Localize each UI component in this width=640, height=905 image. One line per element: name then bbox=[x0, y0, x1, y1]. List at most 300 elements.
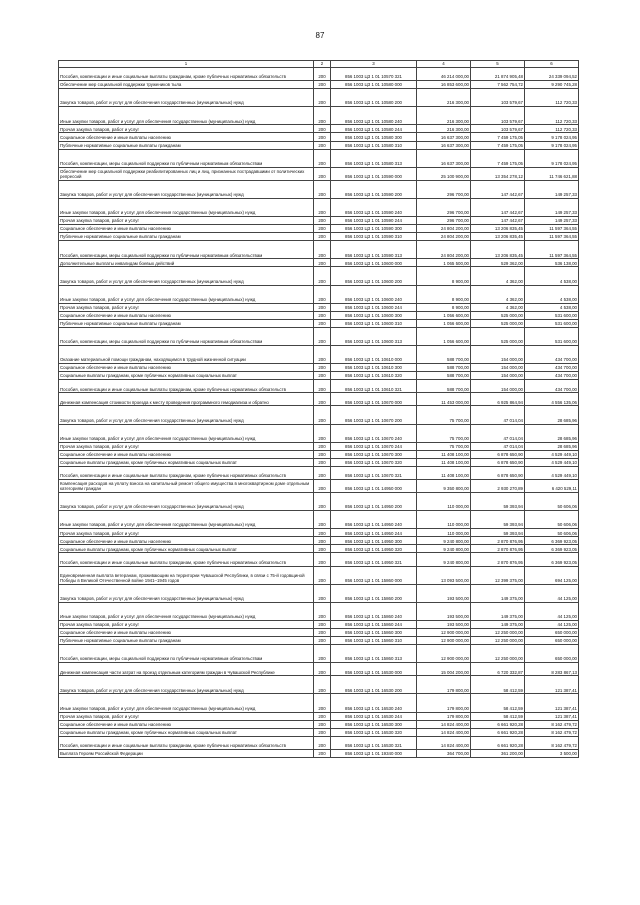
row-description: Социальное обеспечение и иные выплаты населению bbox=[59, 311, 314, 319]
row-line-code: 200 bbox=[314, 345, 331, 363]
row-line-code: 200 bbox=[314, 712, 331, 720]
row-line-code: 200 bbox=[314, 141, 331, 149]
row-amount-executed: 7 562 754,72 bbox=[471, 81, 525, 89]
row-line-code: 200 bbox=[314, 285, 331, 303]
row-amount-approved: 193 500,00 bbox=[417, 584, 471, 602]
row-amount-approved: 24 804 200,00 bbox=[417, 233, 471, 241]
row-amount-approved: 8 900,00 bbox=[417, 303, 471, 311]
row-line-code: 200 bbox=[314, 537, 331, 545]
row-classification-code: 856 1003 Ц3 1 01 10670 244 bbox=[331, 442, 417, 450]
row-description: Иные закупки товаров, работ и услуг для обеспечения государственных (муниципальных) нужд bbox=[59, 198, 314, 216]
row-description: Социальное обеспечение и иные выплаты населению bbox=[59, 537, 314, 545]
row-line-code: 200 bbox=[314, 511, 331, 529]
table-row bbox=[59, 442, 579, 450]
row-amount-approved: 14 824 400,00 bbox=[417, 736, 471, 749]
row-amount-executed: 7 459 175,05 bbox=[471, 149, 525, 167]
row-classification-code: 856 1003 Ц3 1 01 16530 320 bbox=[331, 728, 417, 736]
row-classification-code: 856 1003 Ц3 1 01 19340 000 bbox=[331, 749, 417, 757]
row-classification-code: 856 1003 Ц3 1 01 15860 000 bbox=[331, 566, 417, 584]
row-description: Закупка товаров, работ и услуг для обеспечения государственных (муниципальных) нужд bbox=[59, 89, 314, 107]
row-amount-approved: 1 056 600,00 bbox=[417, 319, 471, 327]
row-amount-executed: 13 206 835,45 bbox=[471, 225, 525, 233]
row-description: Социальное обеспечение и иные выплаты населению bbox=[59, 450, 314, 458]
row-classification-code: 856 1003 Ц3 1 01 15860 310 bbox=[331, 637, 417, 645]
row-line-code: 200 bbox=[314, 364, 331, 372]
row-line-code: 200 bbox=[314, 466, 331, 479]
row-amount-executed: 154 000,00 bbox=[471, 380, 525, 393]
row-classification-code: 856 1003 Ц3 1 01 10590 313 bbox=[331, 241, 417, 259]
row-description: Прочая закупка товаров, работ и услуг bbox=[59, 303, 314, 311]
row-amount-approved: 110 000,00 bbox=[417, 511, 471, 529]
row-amount-approved: 9 240 800,00 bbox=[417, 553, 471, 566]
row-amount-remaining: 121 387,41 bbox=[525, 676, 579, 694]
row-amount-remaining: 4 538,00 bbox=[525, 267, 579, 285]
row-amount-remaining: 28 685,96 bbox=[525, 442, 579, 450]
row-line-code: 200 bbox=[314, 479, 331, 492]
row-line-code: 200 bbox=[314, 458, 331, 466]
row-description: Прочая закупка товаров, работ и услуг bbox=[59, 125, 314, 133]
row-line-code: 200 bbox=[314, 676, 331, 694]
row-description: Иные закупки товаров, работ и услуг для обеспечения государственных (муниципальных) нужд bbox=[59, 424, 314, 442]
row-amount-approved: 179 800,00 bbox=[417, 712, 471, 720]
row-amount-executed: 4 362,00 bbox=[471, 285, 525, 303]
row-classification-code: 856 1003 Ц3 1 01 15860 244 bbox=[331, 620, 417, 628]
table-row bbox=[59, 406, 579, 424]
table-row bbox=[59, 267, 579, 285]
row-line-code: 200 bbox=[314, 107, 331, 125]
row-amount-remaining: 4 529 449,10 bbox=[525, 450, 579, 458]
row-amount-approved: 11 408 100,00 bbox=[417, 458, 471, 466]
row-line-code: 200 bbox=[314, 720, 331, 728]
column-number: 5 bbox=[471, 61, 525, 68]
row-classification-code: 856 1003 Ц3 1 01 10610 320 bbox=[331, 372, 417, 380]
row-line-code: 200 bbox=[314, 89, 331, 107]
row-amount-approved: 16 637 300,00 bbox=[417, 133, 471, 141]
row-line-code: 200 bbox=[314, 327, 331, 345]
row-amount-remaining: 4 529 449,10 bbox=[525, 458, 579, 466]
row-amount-remaining: 434 700,00 bbox=[525, 345, 579, 363]
row-description: Закупка товаров, работ и услуг для обеспечения государственных (муниципальных) нужд bbox=[59, 180, 314, 198]
row-amount-approved: 216 300,00 bbox=[417, 125, 471, 133]
row-amount-executed: 6 720 332,87 bbox=[471, 663, 525, 676]
row-amount-approved: 46 214 000,00 bbox=[417, 68, 471, 81]
row-description: Социальные выплаты гражданам, кроме публичных нормативных социальных выплат bbox=[59, 728, 314, 736]
table-row bbox=[59, 141, 579, 149]
column-number: 4 bbox=[417, 61, 471, 68]
row-description: Иные закупки товаров, работ и услуг для обеспечения государственных (муниципальных) нужд bbox=[59, 602, 314, 620]
row-amount-remaining: 24 339 094,52 bbox=[525, 68, 579, 81]
table-row bbox=[59, 198, 579, 216]
table-row bbox=[59, 537, 579, 545]
row-classification-code: 856 1003 Ц3 1 01 10580 000 bbox=[331, 81, 417, 89]
row-amount-approved: 11 408 100,00 bbox=[417, 450, 471, 458]
row-amount-executed: 13 206 835,45 bbox=[471, 241, 525, 259]
table-row bbox=[59, 319, 579, 327]
row-classification-code: 856 1003 Ц3 1 01 14950 200 bbox=[331, 493, 417, 511]
row-amount-executed: 149 375,00 bbox=[471, 584, 525, 602]
row-amount-remaining: 6 369 923,05 bbox=[525, 545, 579, 553]
row-amount-approved: 24 804 200,00 bbox=[417, 225, 471, 233]
table-row bbox=[59, 311, 579, 319]
row-classification-code: 856 1003 Ц3 1 01 14950 321 bbox=[331, 553, 417, 566]
row-classification-code: 856 1003 Ц3 1 01 10590 240 bbox=[331, 198, 417, 216]
row-classification-code: 856 1003 Ц3 1 01 14950 000 bbox=[331, 479, 417, 492]
table-row bbox=[59, 81, 579, 89]
column-number: 1 bbox=[59, 61, 314, 68]
row-amount-executed: 525 000,00 bbox=[471, 311, 525, 319]
row-line-code: 200 bbox=[314, 694, 331, 712]
table-row bbox=[59, 68, 579, 81]
row-amount-executed: 47 014,04 bbox=[471, 406, 525, 424]
row-description: Иные закупки товаров, работ и услуг для обеспечения государственных (муниципальных) нужд bbox=[59, 107, 314, 125]
row-amount-remaining: 531 600,00 bbox=[525, 319, 579, 327]
row-amount-executed: 58 412,59 bbox=[471, 712, 525, 720]
row-line-code: 200 bbox=[314, 68, 331, 81]
row-amount-executed: 2 870 876,95 bbox=[471, 553, 525, 566]
row-amount-remaining: 44 125,00 bbox=[525, 584, 579, 602]
row-amount-remaining: 531 600,00 bbox=[525, 327, 579, 345]
row-description: Социальные выплаты гражданам, кроме публичных нормативных социальных выплат bbox=[59, 372, 314, 380]
row-amount-executed: 7 459 175,05 bbox=[471, 141, 525, 149]
row-line-code: 200 bbox=[314, 545, 331, 553]
row-description: Денежная компенсация стоимости проезда к месту проведения программного гемодиализа и обратно bbox=[59, 393, 314, 406]
row-classification-code: 856 1003 Ц3 1 01 10590 000 bbox=[331, 167, 417, 180]
table-row bbox=[59, 167, 579, 180]
row-amount-remaining: 11 597 364,55 bbox=[525, 225, 579, 233]
row-line-code: 200 bbox=[314, 736, 331, 749]
row-amount-executed: 154 000,00 bbox=[471, 372, 525, 380]
row-description: Публичные нормативные социальные выплаты гражданам bbox=[59, 141, 314, 149]
table-row bbox=[59, 736, 579, 749]
row-amount-remaining: 9 178 024,95 bbox=[525, 141, 579, 149]
row-line-code: 200 bbox=[314, 393, 331, 406]
row-amount-remaining: 536 138,00 bbox=[525, 259, 579, 267]
row-line-code: 200 bbox=[314, 380, 331, 393]
page-number: 87 bbox=[315, 31, 325, 40]
row-amount-remaining: 28 685,96 bbox=[525, 424, 579, 442]
row-description: Иные закупки товаров, работ и услуг для обеспечения государственных (муниципальных) нужд bbox=[59, 511, 314, 529]
row-amount-approved: 296 700,00 bbox=[417, 180, 471, 198]
row-amount-remaining: 434 700,00 bbox=[525, 364, 579, 372]
row-amount-approved: 16 637 300,00 bbox=[417, 149, 471, 167]
row-classification-code: 856 1003 Ц3 1 01 16530 244 bbox=[331, 712, 417, 720]
table-row bbox=[59, 545, 579, 553]
row-amount-approved: 14 824 400,00 bbox=[417, 720, 471, 728]
row-amount-executed: 154 000,00 bbox=[471, 345, 525, 363]
row-description: Публичные нормативные социальные выплаты гражданам bbox=[59, 637, 314, 645]
row-description: Социальные выплаты гражданам, кроме публичных нормативных социальных выплат bbox=[59, 545, 314, 553]
row-classification-code: 856 1003 Ц3 1 01 10580 300 bbox=[331, 133, 417, 141]
row-classification-code: 856 1003 Ц3 1 01 10580 244 bbox=[331, 125, 417, 133]
row-line-code: 200 bbox=[314, 225, 331, 233]
row-classification-code: 856 1003 Ц3 1 01 16530 000 bbox=[331, 663, 417, 676]
row-amount-approved: 110 000,00 bbox=[417, 529, 471, 537]
row-classification-code: 856 1003 Ц3 1 01 10600 313 bbox=[331, 327, 417, 345]
table-row bbox=[59, 345, 579, 363]
row-classification-code: 856 1003 Ц3 1 01 10580 200 bbox=[331, 89, 417, 107]
row-amount-remaining: 11 597 364,55 bbox=[525, 233, 579, 241]
row-amount-remaining: 112 720,33 bbox=[525, 89, 579, 107]
row-amount-remaining: 50 606,06 bbox=[525, 511, 579, 529]
row-amount-approved: 25 100 900,00 bbox=[417, 167, 471, 180]
row-line-code: 200 bbox=[314, 602, 331, 620]
row-classification-code: 856 1003 Ц3 1 01 10600 310 bbox=[331, 319, 417, 327]
row-amount-remaining: 149 257,33 bbox=[525, 217, 579, 225]
row-classification-code: 856 1003 Ц3 1 01 14950 244 bbox=[331, 529, 417, 537]
row-amount-approved: 588 700,00 bbox=[417, 372, 471, 380]
row-amount-executed: 103 579,67 bbox=[471, 125, 525, 133]
row-amount-executed: 6 661 920,28 bbox=[471, 736, 525, 749]
row-description: Публичные нормативные социальные выплаты гражданам bbox=[59, 233, 314, 241]
row-line-code: 200 bbox=[314, 637, 331, 645]
row-amount-approved: 12 900 000,00 bbox=[417, 645, 471, 663]
table-row bbox=[59, 125, 579, 133]
row-description: Закупка товаров, работ и услуг для обеспечения государственных (муниципальных) нужд bbox=[59, 406, 314, 424]
table-row bbox=[59, 712, 579, 720]
row-amount-executed: 154 000,00 bbox=[471, 364, 525, 372]
row-line-code: 200 bbox=[314, 749, 331, 757]
table-row bbox=[59, 327, 579, 345]
row-line-code: 200 bbox=[314, 167, 331, 180]
row-amount-executed: 47 014,04 bbox=[471, 424, 525, 442]
row-classification-code: 856 1003 Ц3 1 01 10610 321 bbox=[331, 380, 417, 393]
row-description: Обеспечение мер социальной поддержки реабилитированных лиц и лиц, признанных пострадавшими от политических репрессий bbox=[59, 167, 314, 180]
row-classification-code: 856 1003 Ц3 1 01 10590 310 bbox=[331, 233, 417, 241]
row-description: Пособия, компенсации и иные социальные выплаты гражданам, кроме публичных нормативных обязательств bbox=[59, 68, 314, 81]
row-amount-executed: 13 206 835,45 bbox=[471, 233, 525, 241]
row-amount-remaining: 50 606,06 bbox=[525, 529, 579, 537]
row-classification-code: 856 1003 Ц3 1 01 10590 300 bbox=[331, 225, 417, 233]
row-amount-approved: 110 000,00 bbox=[417, 493, 471, 511]
row-description: Единовременная выплата ветеранам, проживающим на территории Чувашской Республики, в связи с 75-й годовщиной Победы в Великой Отечественной войне 1941–1945 годов bbox=[59, 566, 314, 584]
row-amount-remaining: 694 125,00 bbox=[525, 566, 579, 584]
row-amount-remaining: 9 178 024,95 bbox=[525, 149, 579, 167]
table-row bbox=[59, 424, 579, 442]
row-amount-executed: 529 362,00 bbox=[471, 259, 525, 267]
row-amount-executed: 58 412,59 bbox=[471, 676, 525, 694]
row-classification-code: 856 1003 Ц3 1 01 16530 240 bbox=[331, 694, 417, 712]
row-description: Прочая закупка товаров, работ и услуг bbox=[59, 712, 314, 720]
row-description: Прочая закупка товаров, работ и услуг bbox=[59, 620, 314, 628]
row-amount-approved: 75 700,00 bbox=[417, 442, 471, 450]
row-classification-code: 856 1003 Ц3 1 01 10670 300 bbox=[331, 450, 417, 458]
row-classification-code: 856 1003 Ц3 1 01 10670 320 bbox=[331, 458, 417, 466]
row-amount-approved: 588 700,00 bbox=[417, 364, 471, 372]
table-row bbox=[59, 676, 579, 694]
row-amount-approved: 193 500,00 bbox=[417, 620, 471, 628]
row-line-code: 200 bbox=[314, 319, 331, 327]
row-description: Пособия, компенсации и иные социальные выплаты гражданам, кроме публичных нормативных обязательств bbox=[59, 380, 314, 393]
row-amount-approved: 216 300,00 bbox=[417, 107, 471, 125]
row-amount-executed: 147 442,67 bbox=[471, 180, 525, 198]
row-amount-remaining: 434 700,00 bbox=[525, 380, 579, 393]
row-line-code: 200 bbox=[314, 566, 331, 584]
row-amount-executed: 12 250 000,00 bbox=[471, 645, 525, 663]
row-line-code: 200 bbox=[314, 406, 331, 424]
table-row bbox=[59, 458, 579, 466]
row-amount-remaining: 50 606,06 bbox=[525, 493, 579, 511]
row-amount-remaining: 6 369 923,05 bbox=[525, 553, 579, 566]
row-classification-code: 856 1003 Ц3 1 01 16530 300 bbox=[331, 720, 417, 728]
row-classification-code: 856 1003 Ц3 1 01 15860 300 bbox=[331, 628, 417, 636]
row-description: Прочая закупка товаров, работ и услуг bbox=[59, 217, 314, 225]
row-amount-remaining: 121 387,41 bbox=[525, 694, 579, 712]
budget-table bbox=[58, 60, 579, 758]
row-classification-code: 856 1003 Ц3 1 01 10580 313 bbox=[331, 149, 417, 167]
row-amount-approved: 12 900 000,00 bbox=[417, 637, 471, 645]
row-amount-remaining: 112 720,33 bbox=[525, 107, 579, 125]
row-amount-executed: 525 000,00 bbox=[471, 327, 525, 345]
row-description: Закупка товаров, работ и услуг для обеспечения государственных (муниципальных) нужд bbox=[59, 584, 314, 602]
row-line-code: 200 bbox=[314, 311, 331, 319]
row-amount-executed: 12 250 000,00 bbox=[471, 637, 525, 645]
row-description: Пособия, компенсации и иные социальные выплаты гражданам, кроме публичных нормативных обязательств bbox=[59, 736, 314, 749]
row-amount-executed: 147 442,67 bbox=[471, 198, 525, 216]
table-row bbox=[59, 479, 579, 492]
row-description: Пособия, компенсации и иные социальные выплаты гражданам, кроме публичных нормативных обязательств bbox=[59, 466, 314, 479]
row-amount-remaining: 4 529 449,10 bbox=[525, 466, 579, 479]
row-description: Закупка товаров, работ и услуг для обеспечения государственных (муниципальных) нужд bbox=[59, 676, 314, 694]
row-amount-approved: 364 700,00 bbox=[417, 749, 471, 757]
row-amount-executed: 13 354 278,12 bbox=[471, 167, 525, 180]
row-amount-executed: 525 000,00 bbox=[471, 319, 525, 327]
table-row bbox=[59, 149, 579, 167]
row-line-code: 200 bbox=[314, 450, 331, 458]
row-description: Социальное обеспечение и иные выплаты населению bbox=[59, 720, 314, 728]
row-amount-executed: 6 661 920,28 bbox=[471, 720, 525, 728]
row-amount-executed: 6 878 650,90 bbox=[471, 458, 525, 466]
row-description: Закупка товаров, работ и услуг для обеспечения государственных (муниципальных) нужд bbox=[59, 267, 314, 285]
row-amount-executed: 103 579,67 bbox=[471, 107, 525, 125]
row-line-code: 200 bbox=[314, 663, 331, 676]
column-number: 3 bbox=[331, 61, 417, 68]
row-classification-code: 856 1003 Ц3 1 01 10580 240 bbox=[331, 107, 417, 125]
row-description: Компенсация расходов на уплату взноса на капитальный ремонт общего имущества в многоквартирном доме отдельным категориям граждан bbox=[59, 479, 314, 492]
row-description: Выплата Героям Российской Федерации bbox=[59, 749, 314, 757]
table-row bbox=[59, 217, 579, 225]
row-line-code: 200 bbox=[314, 233, 331, 241]
row-amount-executed: 12 250 000,00 bbox=[471, 628, 525, 636]
table-row bbox=[59, 553, 579, 566]
row-classification-code: 856 1003 Ц3 1 01 15860 313 bbox=[331, 645, 417, 663]
row-description: Пособия, компенсации, меры социальной поддержки по публичным нормативным обязательствам bbox=[59, 645, 314, 663]
row-line-code: 200 bbox=[314, 133, 331, 141]
row-description: Денежная компенсация части затрат на проезд отдельным категориям граждан в Чувашской Республике bbox=[59, 663, 314, 676]
row-line-code: 200 bbox=[314, 628, 331, 636]
row-description: Закупка товаров, работ и услуг для обеспечения государственных (муниципальных) нужд bbox=[59, 493, 314, 511]
table-row bbox=[59, 637, 579, 645]
row-line-code: 200 bbox=[314, 149, 331, 167]
row-amount-approved: 14 824 400,00 bbox=[417, 728, 471, 736]
row-amount-remaining: 6 369 923,05 bbox=[525, 537, 579, 545]
row-amount-approved: 8 900,00 bbox=[417, 267, 471, 285]
table-row bbox=[59, 450, 579, 458]
row-classification-code: 856 1003 Ц3 1 01 10600 200 bbox=[331, 267, 417, 285]
table-row bbox=[59, 529, 579, 537]
row-amount-executed: 59 393,94 bbox=[471, 529, 525, 537]
row-line-code: 200 bbox=[314, 125, 331, 133]
row-amount-executed: 59 393,94 bbox=[471, 511, 525, 529]
row-amount-executed: 7 459 175,05 bbox=[471, 133, 525, 141]
row-description: Социальное обеспечение и иные выплаты населению bbox=[59, 133, 314, 141]
table-row bbox=[59, 511, 579, 529]
table-row bbox=[59, 225, 579, 233]
row-amount-executed: 12 399 375,00 bbox=[471, 566, 525, 584]
row-amount-executed: 6 878 650,90 bbox=[471, 466, 525, 479]
row-line-code: 200 bbox=[314, 529, 331, 537]
row-description: Обеспечение мер социальной поддержки тружеников тыла bbox=[59, 81, 314, 89]
row-amount-executed: 149 375,00 bbox=[471, 620, 525, 628]
row-classification-code: 856 1003 Ц3 1 01 14950 320 bbox=[331, 545, 417, 553]
row-classification-code: 856 1003 Ц3 1 01 10570 321 bbox=[331, 68, 417, 81]
row-description: Иные закупки товаров, работ и услуг для обеспечения государственных (муниципальных) нужд bbox=[59, 285, 314, 303]
row-amount-remaining: 434 700,00 bbox=[525, 372, 579, 380]
row-description: Пособия, компенсации, меры социальной поддержки по публичным нормативным обязательствам bbox=[59, 241, 314, 259]
column-number: 2 bbox=[314, 61, 331, 68]
table-row bbox=[59, 259, 579, 267]
row-classification-code: 856 1003 Ц3 1 01 10580 310 bbox=[331, 141, 417, 149]
row-amount-approved: 9 240 800,00 bbox=[417, 545, 471, 553]
row-line-code: 200 bbox=[314, 493, 331, 511]
row-description: Социальные выплаты гражданам, кроме публичных нормативных социальных выплат bbox=[59, 458, 314, 466]
row-amount-approved: 9 350 800,00 bbox=[417, 479, 471, 492]
row-amount-approved: 1 065 500,00 bbox=[417, 259, 471, 267]
table-row bbox=[59, 620, 579, 628]
row-amount-approved: 588 700,00 bbox=[417, 380, 471, 393]
row-amount-executed: 6 878 650,90 bbox=[471, 450, 525, 458]
row-amount-approved: 1 056 600,00 bbox=[417, 327, 471, 345]
row-amount-remaining: 4 556 135,06 bbox=[525, 393, 579, 406]
row-line-code: 200 bbox=[314, 217, 331, 225]
table-row bbox=[59, 749, 579, 757]
row-classification-code: 856 1003 Ц3 1 01 10670 321 bbox=[331, 466, 417, 479]
row-line-code: 200 bbox=[314, 267, 331, 285]
row-description: Пособия, компенсации, меры социальной поддержки по публичным нормативным обязательствам bbox=[59, 149, 314, 167]
row-amount-approved: 1 056 600,00 bbox=[417, 311, 471, 319]
row-amount-approved: 296 700,00 bbox=[417, 198, 471, 216]
row-amount-approved: 9 240 800,00 bbox=[417, 537, 471, 545]
row-description: Оказание материальной помощи гражданам, находящимся в трудной жизненной ситуации bbox=[59, 345, 314, 363]
row-amount-approved: 75 700,00 bbox=[417, 424, 471, 442]
row-amount-remaining: 650 000,00 bbox=[525, 645, 579, 663]
table-row bbox=[59, 566, 579, 584]
row-classification-code: 856 1003 Ц3 1 01 10600 240 bbox=[331, 285, 417, 303]
row-amount-remaining: 8 162 479,72 bbox=[525, 736, 579, 749]
row-classification-code: 856 1003 Ц3 1 01 16530 321 bbox=[331, 736, 417, 749]
row-description: Пособия, компенсации, меры социальной поддержки по публичным нормативным обязательствам bbox=[59, 327, 314, 345]
row-amount-remaining: 531 600,00 bbox=[525, 311, 579, 319]
row-amount-approved: 15 004 200,00 bbox=[417, 663, 471, 676]
row-amount-approved: 16 637 300,00 bbox=[417, 141, 471, 149]
row-line-code: 200 bbox=[314, 442, 331, 450]
row-amount-approved: 11 408 100,00 bbox=[417, 466, 471, 479]
row-line-code: 200 bbox=[314, 728, 331, 736]
row-amount-remaining: 149 257,33 bbox=[525, 198, 579, 216]
row-description: Дополнительные выплаты инвалидам боевых действий bbox=[59, 259, 314, 267]
row-amount-remaining: 4 538,00 bbox=[525, 285, 579, 303]
row-amount-remaining: 8 283 867,13 bbox=[525, 663, 579, 676]
row-amount-remaining: 121 387,41 bbox=[525, 712, 579, 720]
row-amount-remaining: 8 162 479,72 bbox=[525, 720, 579, 728]
row-amount-executed: 2 870 876,95 bbox=[471, 537, 525, 545]
row-amount-remaining: 8 162 479,72 bbox=[525, 728, 579, 736]
table-row bbox=[59, 180, 579, 198]
row-amount-executed: 6 661 920,28 bbox=[471, 728, 525, 736]
table-row bbox=[59, 663, 579, 676]
row-amount-approved: 16 853 600,00 bbox=[417, 81, 471, 89]
row-amount-approved: 216 300,00 bbox=[417, 89, 471, 107]
table-row bbox=[59, 107, 579, 125]
